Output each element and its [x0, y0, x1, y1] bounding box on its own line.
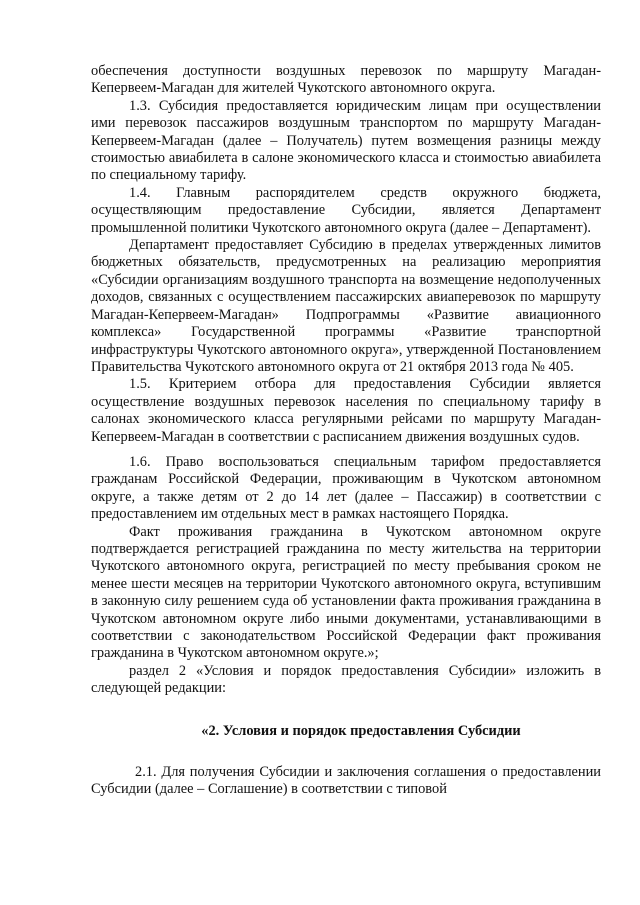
paragraph-1-3: 1.3. Субсидия предоставляется юридическим лицам при осуществлении ими перевозок пассажиров воздушным транспортом по маршруту Магадан-Кепервеем-Магадан (далее – Получатель) путем возмещения разницы между стоимостью авиабилета в салоне экономического класса и стоимостью авиабилета по специальному тарифу. — [91, 97, 601, 184]
paragraph-section-2-intro: раздел 2 «Условия и порядок предоставления Субсидии» изложить в следующей редакции: — [91, 662, 601, 697]
paragraph-continuation: обеспечения доступности воздушных перевозок по маршруту Магадан-Кепервеем-Магадан для жителей Чукотского автономного округа. — [91, 63, 601, 97]
paragraph-department: Департамент предоставляет Субсидию в пределах утвержденных лимитов бюджетных обязательств, предусмотренных на реализацию мероприятия «Субсидии организациям воздушного транспорта на возмещение недополученных доходов, связанных с осуществлением пассажирских авиаперевозок по маршруту Магадан-Кепервеем-Магадан» Подпрограммы «Развитие авиационного комплекса» Государственной программы «Развитие транспортной инфраструктуры Чукотского автономного округа», утвержденной Постановлением Правительства Чукотского автономного округа от 21 октября 2013 года № 405. — [91, 237, 601, 375]
document-body — [91, 63, 601, 799]
paragraph-residence-fact: Факт проживания гражданина в Чукотском автономном округе подтверждается регистрацией гражданина по месту жительства на территории Чукотского автономного округа, регистрацией по месту пребывания сроком не менее шести месяцев на территории Чукотского автономного округа, вступившим в законную силу решением суда об установлении факта проживания гражданина в Чукотском автономном округе либо иными документами, устанавливающими в соответствии с законодательством Российской Федерации факт проживания гражданина в Чукотском автономном округе.»; — [91, 523, 601, 662]
paragraph-1-6: 1.6. Право воспользоваться специальным тарифом предоставляется гражданам Российской Федерации, проживающим в Чукотском автономном округе, а также детям от 2 до 14 лет (далее – Пассажир) в соответствии с предоставлением им отдельных мест в рамках настоящего Порядка. — [91, 453, 601, 523]
paragraph-2-1: 2.1. Для получения Субсидии и заключения соглашения о предоставлении Субсидии (далее – Соглашение) в соответствии с типовой — [91, 764, 601, 798]
section-heading: «2. Условия и порядок предоставления Субсидии — [201, 722, 521, 739]
paragraph-1-4: 1.4. Главным распорядителем средств окружного бюджета, осуществляющим предоставление Субсидии, является Департамент промышленной политики Чукотского автономного округа (далее – Департамент). — [91, 184, 601, 236]
paragraph-1-5: 1.5. Критерием отбора для предоставления Субсидии является осуществление воздушных перевозок населения по специальному тарифу в салонах экономического класса регулярными рейсами по маршруту Магадан-Кепервеем-Магадан в соответствии с расписанием движения воздушных судов. — [91, 376, 601, 445]
